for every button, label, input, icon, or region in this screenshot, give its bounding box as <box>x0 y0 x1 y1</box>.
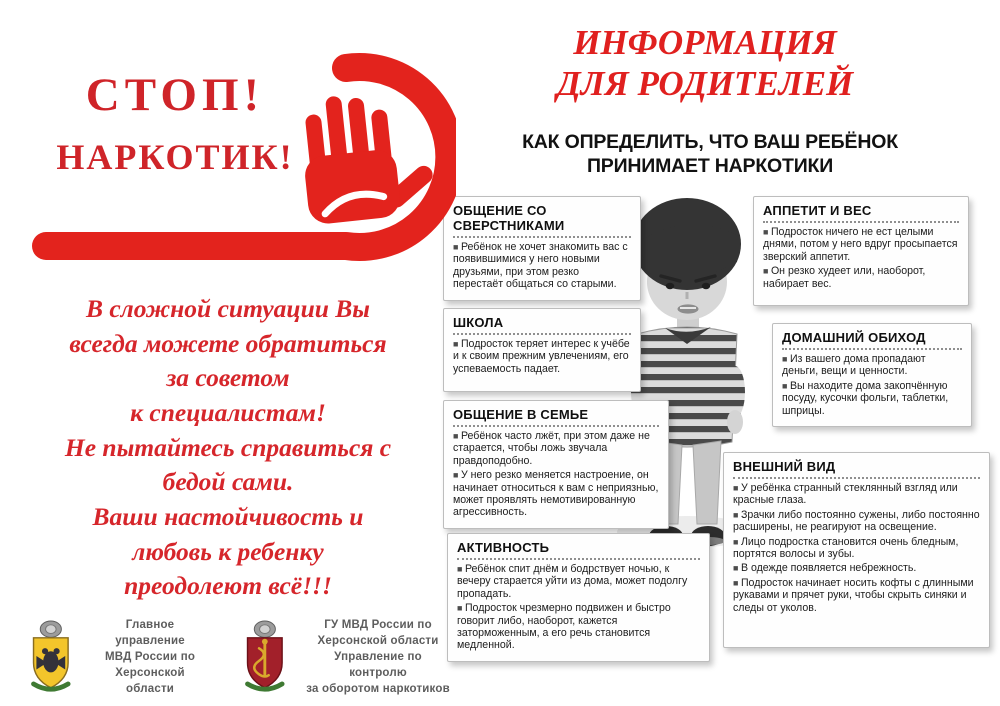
card-item: ■ У него резко меняется настроение, он начинает относиться к вам с неприязнью, может проявлять немотивированную агрессивность. <box>453 469 659 519</box>
mvd-shield-caduceus-emblem <box>236 619 294 695</box>
caption-line: МВД России по <box>105 651 196 664</box>
card-household <box>772 323 972 427</box>
advice-text <box>18 292 438 604</box>
title-line: ИНФОРМАЦИЯ <box>573 23 837 62</box>
advice-line: бедой сами. <box>162 467 294 497</box>
hand-stop-icon <box>30 52 456 264</box>
card-peers-communication <box>443 196 641 301</box>
card-item: ■ Ребёнок не хочет знакомить вас с появившимися у него новыми друзьями, при этом резко перестаёт общаться со старыми. <box>453 241 631 291</box>
card-title: ШКОЛА <box>453 315 631 335</box>
subtitle-line: ПРИНИМАЕТ НАРКОТИКИ <box>586 155 834 178</box>
card-item: ■ Подросток ничего не ест целыми днями, потом у него вдруг просыпается зверский аппетит. <box>763 226 959 263</box>
card-activity <box>447 533 710 662</box>
card-item: ■ Зрачки либо постоянно сужены, либо постоянно расширены, не реагируют на освещение. <box>733 509 980 534</box>
card-item: ■ Подросток начинает носить кофты с длинными рукавами и прячет руки, чтобы скрыть синяки и следы от уколов. <box>733 577 980 614</box>
advice-line: Ваши настойчивость и <box>92 502 364 532</box>
card-title: ДОМАШНИЙ ОБИХОД <box>782 330 962 350</box>
advice-line: всегда можете обратиться <box>69 328 387 358</box>
org-right-caption <box>304 617 452 697</box>
card-item: ■ В одежде появляется небрежность. <box>733 562 980 574</box>
card-item: ■ Подросток теряет интерес к учёбе и к своим прежним увлечениям, его успеваемость падает. <box>453 338 631 375</box>
org-left <box>22 617 210 697</box>
advice-line: В сложной ситуации Вы <box>85 294 371 323</box>
card-item: ■ У ребёнка странный стеклянный взгляд или красные глаза. <box>733 482 980 507</box>
advice-line: Не пытайтесь справиться с <box>64 432 392 462</box>
caption-line: Главное управление <box>115 619 185 648</box>
advice-line: любовь к ребенку <box>132 536 324 566</box>
footer-organizations <box>22 617 452 697</box>
card-item: ■ Он резко худеет или, наоборот, набирает вес. <box>763 265 959 290</box>
caption-line: ГУ МВД России по <box>324 619 432 631</box>
advice-line: за советом <box>166 363 290 393</box>
card-appearance <box>723 452 990 648</box>
card-item: ■ Лицо подростка становится очень бледным, портятся волосы и зубы. <box>733 536 980 561</box>
card-family-communication <box>443 400 669 529</box>
section-heading <box>470 130 950 179</box>
card-item: ■ Вы находите дома закопчённую посуду, кусочки фольги, таблетки, шприцы. <box>782 380 962 417</box>
org-right <box>236 617 452 697</box>
card-title: ОБЩЕНИЕ СО СВЕРСТНИКАМИ <box>453 203 631 238</box>
card-title: АППЕТИТ И ВЕС <box>763 203 959 223</box>
card-title: ВНЕШНИЙ ВИД <box>733 459 980 479</box>
card-item: ■ Ребёнок спит днём и бодрствует ночью, к вечеру старается уйти из дома, может подолгу пропадать. <box>457 563 700 600</box>
page-title <box>460 22 950 105</box>
card-item: ■ Из вашего дома пропадают деньги, вещи и ценности. <box>782 353 962 378</box>
advice-line: преодолеют всё!!! <box>124 571 332 601</box>
narkotik-title: НАРКОТИК! <box>56 137 294 177</box>
card-title: ОБЩЕНИЕ В СЕМЬЕ <box>453 407 659 427</box>
caption-line: Управление по контролю <box>334 651 422 680</box>
subtitle-line: КАК ОПРЕДЕЛИТЬ, ЧТО ВАШ РЕБЁНОК <box>522 131 898 153</box>
advice-line: к специалистам! <box>130 398 326 428</box>
card-item: ■ Подросток чрезмерно подвижен и быстро говорит либо, наоборот, кажется заторможенным, а его речь становится медленной. <box>457 602 700 652</box>
caption-line: Херсонской области <box>115 667 185 696</box>
stop-title: СТОП! <box>85 69 265 121</box>
mvd-shield-eagle-emblem <box>22 619 80 695</box>
card-title: АКТИВНОСТЬ <box>457 540 700 560</box>
card-item: ■ Ребёнок часто лжёт, при этом даже не старается, чтобы ложь звучала правдоподобно. <box>453 430 659 467</box>
card-school <box>443 308 641 392</box>
caption-line: Херсонской области <box>317 635 439 648</box>
title-line: ДЛЯ РОДИТЕЛЕЙ <box>556 64 854 104</box>
org-left-caption <box>90 617 211 697</box>
card-appetite-weight <box>753 196 969 306</box>
caption-line: за оборотом наркотиков <box>306 683 450 696</box>
